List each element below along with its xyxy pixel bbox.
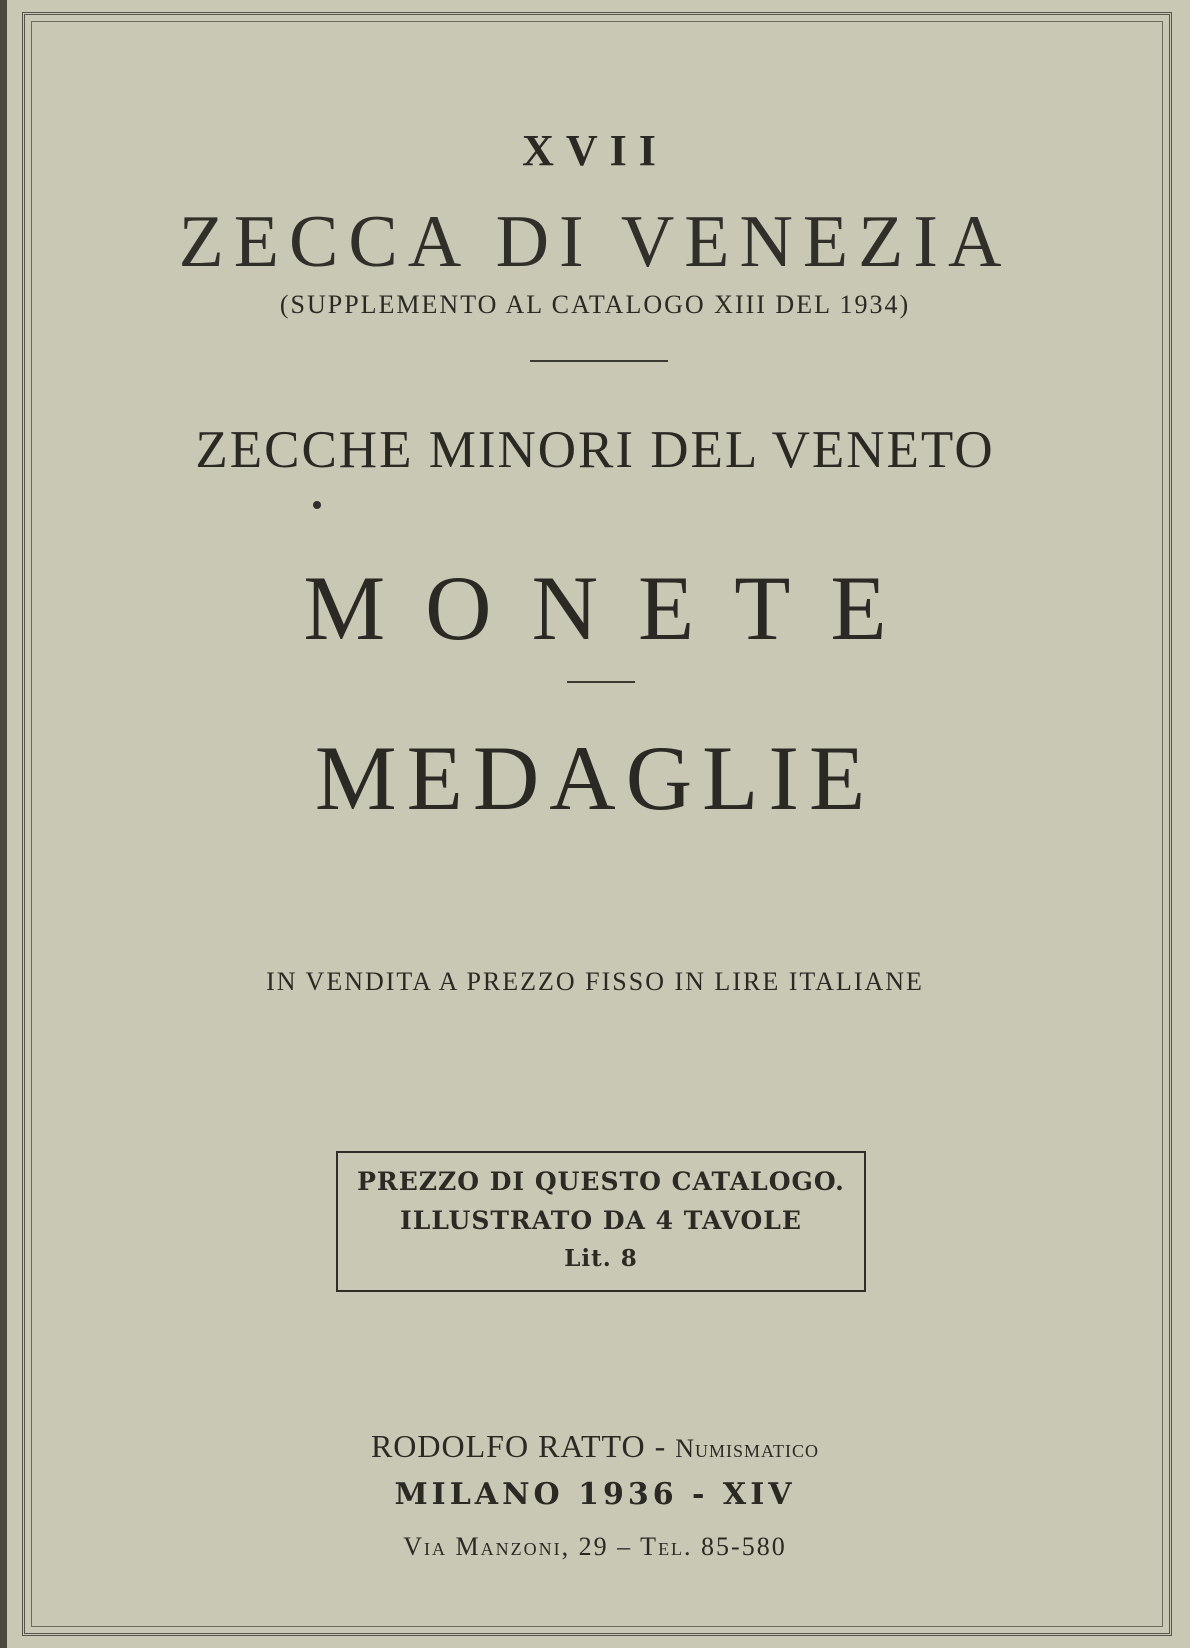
heading-medals: MEDAGLIE: [314, 727, 876, 829]
publisher-line: [0, 1428, 1190, 1465]
publisher-separator: -: [645, 1428, 676, 1464]
city-year: MILANO 1936 - XIV: [394, 1477, 796, 1512]
divider-rule: [530, 360, 668, 362]
heading-coins: MONETE: [303, 557, 927, 659]
sale-note: IN VENDITA A PREZZO FISSO IN LIRE ITALIANE: [266, 967, 924, 996]
ornament-dot: [313, 501, 321, 509]
price-value: Lit. 8: [564, 1245, 638, 1272]
publisher-address: Via Manzoni, 29 – Tel. 85-580: [403, 1532, 787, 1561]
publisher-role: Numismatico: [675, 1434, 820, 1463]
section-title: ZECCHE MINORI DEL VENETO: [195, 421, 995, 479]
publisher-name: RODOLFO RATTO: [370, 1428, 646, 1464]
catalog-title: ZECCA DI VENEZIA: [178, 201, 1012, 283]
price-box-line: ILLUSTRATO DA 4 TAVOLE: [400, 1206, 802, 1235]
price-box: [336, 1151, 866, 1292]
divider-rule: [567, 681, 635, 683]
volume-numeral: XVII: [522, 126, 668, 175]
price-box-line: PREZZO DI QUESTO CATALOGO.: [357, 1167, 845, 1196]
catalog-subtitle: (SUPPLEMENTO AL CATALOGO XIII DEL 1934): [279, 290, 911, 319]
